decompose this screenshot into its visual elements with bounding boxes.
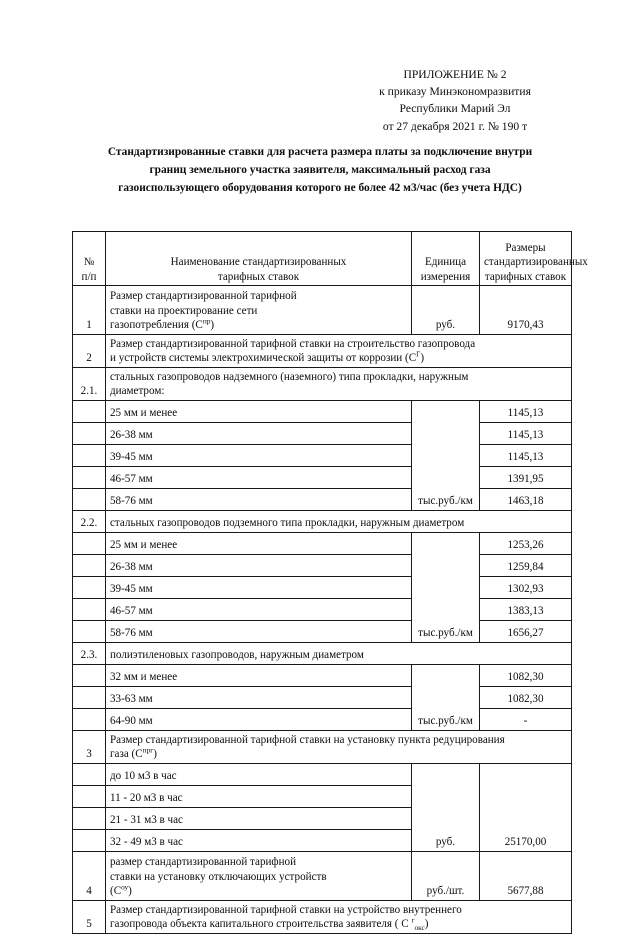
table-row bbox=[73, 599, 572, 621]
row-number: 1 bbox=[73, 286, 106, 335]
row-value: 1145,13 bbox=[480, 401, 572, 423]
formula-superscript: г bbox=[411, 915, 415, 925]
table-row bbox=[73, 445, 572, 467]
row-number bbox=[73, 621, 106, 643]
table-row bbox=[73, 533, 572, 555]
header-line-order: к приказу Минэкономразвития bbox=[379, 85, 531, 99]
row-name: размер стандартизированной тарифной ставки на установку отключающих устройств $(С^{оу})$ bbox=[106, 852, 412, 901]
table-row bbox=[73, 764, 572, 786]
table-row bbox=[73, 577, 572, 599]
table-row bbox=[73, 489, 572, 511]
title-line-2: границ земельного участка заявителя, максимальный расход газа bbox=[149, 164, 491, 176]
row-name: 11 - 20 м3 в час bbox=[106, 786, 412, 808]
row-name: 25 мм и менее bbox=[106, 401, 412, 423]
table-row bbox=[73, 401, 572, 423]
row-name: 32 мм и менее bbox=[106, 665, 412, 687]
page-title bbox=[64, 143, 576, 197]
row-unit: руб. bbox=[412, 764, 480, 852]
row-value: 1391,95 bbox=[480, 467, 572, 489]
table-row bbox=[73, 901, 572, 934]
row-name: 46-57 мм bbox=[106, 467, 412, 489]
row-name: Размер стандартизированной тарифной ставки на строительство газопровода и устройств системы электрохимической защиты от коррозии $(С^Г)$ bbox=[106, 335, 572, 368]
row-number bbox=[73, 665, 106, 687]
row-name: 33-63 мм bbox=[106, 687, 412, 709]
row-number: 2.1. bbox=[73, 368, 106, 401]
row-number bbox=[73, 577, 106, 599]
row-value: 1259,84 bbox=[480, 555, 572, 577]
formula-superscript: пр bbox=[202, 316, 211, 326]
column-header-value: Размеры стандартизированных тарифных ставок bbox=[480, 232, 572, 286]
row-number bbox=[73, 764, 106, 786]
row-value: 1145,13 bbox=[480, 423, 572, 445]
row-unit: тыс.руб./км bbox=[412, 533, 480, 643]
row-number bbox=[73, 599, 106, 621]
row-name: 26-38 мм bbox=[106, 555, 412, 577]
document-header bbox=[330, 66, 580, 135]
row-name: 64-90 мм bbox=[106, 709, 412, 731]
row-name: стальных газопроводов подземного типа прокладки, наружным диаметром bbox=[106, 511, 572, 533]
column-header-name: Наименование стандартизированных тарифных ставок bbox=[106, 232, 412, 286]
row-value: 1383,13 bbox=[480, 599, 572, 621]
row-number: 2.2. bbox=[73, 511, 106, 533]
row-number: 4 bbox=[73, 852, 106, 901]
row-name: полиэтиленовых газопроводов, наружным диаметром bbox=[106, 643, 572, 665]
row-number bbox=[73, 709, 106, 731]
row-name: 58-76 мм bbox=[106, 621, 412, 643]
rates-table bbox=[72, 231, 588, 934]
table-row bbox=[73, 621, 572, 643]
row-value: 5677,88 bbox=[480, 852, 572, 901]
row-name: 58-76 мм bbox=[106, 489, 412, 511]
table-row bbox=[73, 368, 572, 401]
table-row bbox=[73, 555, 572, 577]
row-value: 9170,43 bbox=[480, 286, 572, 335]
row-name: 21 - 31 м3 в час bbox=[106, 808, 412, 830]
table-row bbox=[73, 709, 572, 731]
row-name: 26-38 мм bbox=[106, 423, 412, 445]
row-number bbox=[73, 555, 106, 577]
row-value: - bbox=[480, 709, 572, 731]
row-value: 25170,00 bbox=[480, 764, 572, 852]
row-name: Размер стандартизированной тарифной ставки на проектирование сети газопотребления $(С^{пр})$ bbox=[106, 286, 412, 335]
row-name: 39-45 мм bbox=[106, 445, 412, 467]
row-number: 2.3. bbox=[73, 643, 106, 665]
column-header-number: № п/п bbox=[73, 232, 106, 286]
row-name: Размер стандартизированной тарифной ставки на устройство внутреннего газопровода объекта капитального строительства заявителя ( С $^г_{окс}$) bbox=[106, 901, 572, 934]
row-number: 5 bbox=[73, 901, 106, 934]
table-row bbox=[73, 467, 572, 489]
rates-table-container bbox=[72, 231, 588, 934]
row-unit: тыс.руб./км bbox=[412, 401, 480, 511]
formula-superscript: оу bbox=[121, 882, 129, 892]
row-number bbox=[73, 808, 106, 830]
row-number: 3 bbox=[73, 731, 106, 764]
row-unit: руб./шт. bbox=[412, 852, 480, 901]
row-number bbox=[73, 687, 106, 709]
row-value: 1463,18 bbox=[480, 489, 572, 511]
row-value: 1082,30 bbox=[480, 665, 572, 687]
header-line-appendix: ПРИЛОЖЕНИЕ № 2 bbox=[403, 68, 507, 81]
table-row bbox=[73, 687, 572, 709]
row-name: 32 - 49 м3 в час bbox=[106, 830, 412, 852]
formula-subscript: окс bbox=[414, 923, 425, 933]
row-value: 1253,26 bbox=[480, 533, 572, 555]
row-number bbox=[73, 489, 106, 511]
table-row bbox=[73, 665, 572, 687]
header-line-date: от 27 декабря 2021 г. № 190 т bbox=[382, 119, 528, 133]
formula-superscript: Г bbox=[416, 349, 421, 359]
row-number bbox=[73, 445, 106, 467]
header-line-republic: Республики Марий Эл bbox=[399, 102, 511, 116]
row-unit: тыс.руб./км bbox=[412, 665, 480, 731]
row-unit: руб. bbox=[412, 286, 480, 335]
row-number bbox=[73, 423, 106, 445]
table-row bbox=[73, 511, 572, 533]
row-number bbox=[73, 401, 106, 423]
formula-superscript: прг bbox=[142, 745, 154, 755]
column-header-unit: Единица измерения bbox=[412, 232, 480, 286]
row-name: до 10 м3 в час bbox=[106, 764, 412, 786]
row-number bbox=[73, 830, 106, 852]
table-header-row bbox=[73, 232, 572, 286]
title-line-3: газоиспользующего оборудования которого не более 42 м3/час (без учета НДС) bbox=[118, 182, 522, 194]
table-row bbox=[73, 335, 572, 368]
row-name: Размер стандартизированной тарифной ставки на установку пункта редуцирования газа $(С^{прг})$ bbox=[106, 731, 572, 764]
row-number bbox=[73, 533, 106, 555]
row-name: стальных газопроводов надземного (наземного) типа прокладки, наружным диаметром: bbox=[106, 368, 572, 401]
table-row bbox=[73, 423, 572, 445]
row-value: 1302,93 bbox=[480, 577, 572, 599]
row-name: 25 мм и менее bbox=[106, 533, 412, 555]
row-value: 1145,13 bbox=[480, 445, 572, 467]
row-name: 46-57 мм bbox=[106, 599, 412, 621]
title-line-1: Стандартизированные ставки для расчета размера платы за подключение внутри bbox=[107, 146, 533, 158]
table-row bbox=[73, 286, 572, 335]
row-name: 39-45 мм bbox=[106, 577, 412, 599]
row-number bbox=[73, 467, 106, 489]
table-row bbox=[73, 852, 572, 901]
table-row bbox=[73, 643, 572, 665]
row-value: 1082,30 bbox=[480, 687, 572, 709]
table-row bbox=[73, 731, 572, 764]
row-value: 1656,27 bbox=[480, 621, 572, 643]
row-number bbox=[73, 786, 106, 808]
row-number: 2 bbox=[73, 335, 106, 368]
